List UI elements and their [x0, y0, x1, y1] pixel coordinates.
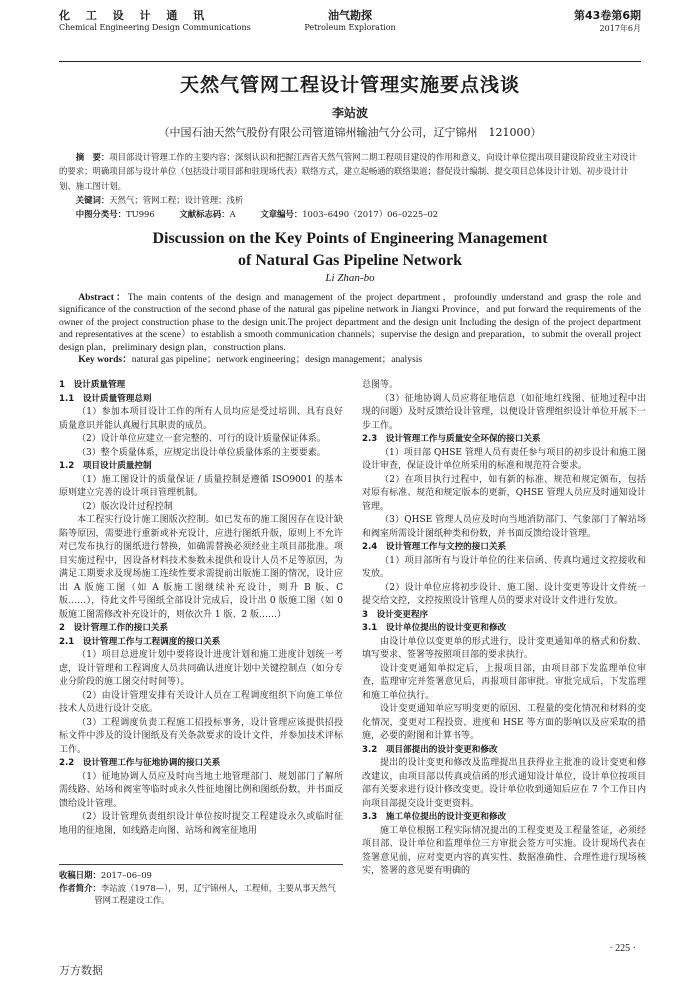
paragraph: （1）项目部所有与设计单位的往来信函、传真均通过文控接收和发放。 [362, 555, 646, 579]
doc-code-value: A [229, 209, 236, 219]
journal-name-en: Chemical Engineering Design Communications [59, 23, 251, 32]
section-name-en: Petroleum Exploration [304, 23, 396, 32]
doc-code-label: 文献标志码： [179, 209, 230, 219]
page-number: · 225 · [609, 943, 636, 954]
running-header [59, 7, 641, 62]
abstract-en [59, 292, 641, 366]
paragraph: 施工单位根据工程实际情况提出的工程变更及工程量签证，必须经项目部、设计单位和监理单位三方审批会签方可实施。设计现场代表在签署意见前，应对变更内容的真实性、数据准确性、合理性进行现场核实，签署的意见要有明确的 [362, 825, 646, 876]
article-no-value: 1003–6490（2017）06–0225–02 [302, 209, 439, 219]
issue-date: 2017年6月 [599, 24, 641, 33]
keywords-text: 天然气；管网工程；设计管理；浅析 [109, 195, 244, 205]
author-name: 李站波 [331, 106, 368, 120]
paragraph: （1）项目部 QHSE 管理人员有责任参与项目的初步设计和施工图设计审查，保证设计单位所采用的标准和规范符合要求。 [362, 447, 646, 471]
received-label: 收稿日期： [59, 870, 101, 880]
section-heading: 3.1 设计单位提出的设计变更和修改 [362, 623, 507, 633]
author-name-en: Li Zhan-bo [325, 272, 375, 284]
clc-value: TU996 [126, 209, 155, 219]
paragraph: （2）由设计管理安排有关设计人员在工程调度组织下向施工单位技术人员进行设计交底。 [59, 690, 343, 714]
section-heading: 1 设计质量管理 [59, 380, 126, 390]
title-en-line-1: Discussion on the Key Points of Engineering Management [152, 230, 548, 247]
section-name-cn: 油气勘探 [328, 9, 372, 22]
paragraph: 总图等。 [362, 380, 399, 390]
paragraph: （1）参加本项目设计工作的所有人员均应是受过培训、具有良好质量意识并能认真履行其职责的成员。 [59, 407, 343, 431]
volume-issue: 第43卷第6期 [574, 9, 641, 22]
abstract-en-label: Abstract： [78, 292, 128, 303]
keywords-en-text: natural gas pipeline；network engineering；design management；analysis [131, 354, 423, 366]
paragraph: （2）设计单位应将初步设计、施工图、设计变更等设计文件统一提交给文控，文控按照设计管理人员的要求对设计文件进行发放。 [362, 582, 646, 606]
body-column-left [59, 379, 343, 838]
classification-line [59, 207, 641, 221]
section-heading: 2.4 设计管理工作与文控的接口关系 [362, 542, 507, 552]
section-heading: 3.2 项目部提出的设计变更和修改 [362, 744, 498, 755]
section-heading: 2 设计管理工作的接口关系 [59, 623, 169, 633]
section-heading: 1.2 项目设计质量控制 [59, 461, 152, 471]
abstract-cn [59, 150, 641, 193]
paragraph: 由设计单位以变更单的形式进行，设计变更通知单的格式和份数、填写要求、签署等按照项目部的要求执行。 [362, 636, 646, 660]
paragraph: 设计变更通知单应写明变更的原因、工程量的变化情况和材料的变化情况，变更对工程投资、进度和 HSE 等方面的影响以及应采取的措施，必要的附图和计算书等。 [362, 704, 646, 741]
paragraph: 提出的设计变更和修改及监理提出且获得业主批准的设计变更和修改建议，由项目部以传真或信函的形式通知设计单位，设计单位按项目部有关要求进行设计修改变更。设计单位收到通知后应在 7 个工作日内向项目部提交设计变更资料。 [362, 758, 646, 809]
keywords-cn [59, 193, 641, 207]
section-heading: 2.3 设计管理工作与质量安全环保的接口关系 [362, 434, 541, 444]
paper-title: 天然气管网工程设计管理实施要点浅谈 [179, 74, 520, 96]
paragraph: （2）设计单位应建立一套完整的、可行的设计质量保证体系。 [77, 434, 326, 444]
clc-label: 中图分类号： [75, 209, 127, 219]
section-heading: 1.1 设计质量管理总则 [59, 393, 152, 404]
paragraph: 本工程实行设计施工图版次控制。如已发布的施工图因存在设计缺陷等原因，需要进行重新或补充设计，应进行图纸升版，原则上不允许对已发布执行的图纸进行替换，如确需替换必须经业主项目部批准。项目实施过程中，因设备材料技术参数未提供和设计人员不足等原因，为满足工期要求及现场施工连续性要求需提前出版施工图的情况，设计应出 A 版施工图（如 A 版施工图继续补充设计，则升 B 版、C 版……），待此文件号图纸全部设计完成后，设计出 0 版施工图（如 0 版施工图需修改补充设计的，则依次升 1 版、2 版……） [59, 515, 343, 620]
paragraph: （2）版次设计过程控制 [77, 501, 173, 512]
abstract-text: 项目部设计管理工作的主要内容；深刻认识和把握江西省天然气管网二期工程项目建设的作用和意义，向设计单位提出项目建设阶段业主对设计的要求；明确项目部与设计单位（包括设计项目部和驻现场代表）联络方式，建立起畅通的联络渠道；督促设计编制、提交项目总体设计计划、初步设计计划、施工图计划。 [59, 152, 637, 191]
paragraph: （2）在项目执行过程中，如有新的标准、规范和规定颁布，包括对原有标准、规范和规定版本的更新，QHSE 管理人员应及时通知设计管理。 [362, 474, 646, 512]
section-heading: 2.2 设计管理工作与征地协调的接口关系 [59, 758, 221, 768]
title-en-line-2: of Natural Gas Pipeline Network [238, 252, 462, 269]
journal-name-cn: 化 工 设 计 通 讯 [59, 9, 211, 22]
paragraph: （3）QHSE 管理人员应及时向当地消防部门、气象部门了解站场和阀室所需设计图纸种类和份数，并书面反馈给设计管理。 [362, 515, 646, 539]
keywords-en-label: Key words： [78, 354, 132, 366]
received-date: 2017–06–09 [100, 870, 152, 880]
paragraph: （1）施工图设计的质量保证 / 质量控制是遵循 ISO9001 的基本原则建立完善的设计项目管理机制。 [59, 474, 343, 498]
paragraph: （3）整个质量体系，应规定出设计单位质量体系的主要要素。 [77, 447, 326, 458]
paragraph: （3）征地协调人员应将征地信息（如征地红线图、征地过程中出现的问题）及时反馈给设计管理，以便设计管理组织设计单位开展下一步工作。 [362, 393, 646, 431]
paper-title-en [0, 228, 700, 272]
section-heading: 3 设计变更程序 [362, 609, 429, 620]
article-no-label: 文章编号： [260, 209, 303, 219]
paragraph: （1）项目总进度计划中要将设计进度计划和施工进度计划统一考虑，设计管理和工程调度人员共同确认进度计划中关键控制点（如分专业分阶段的施工图交付时间等）。 [59, 650, 343, 687]
bio-label: 作者简介： [59, 882, 101, 893]
paragraph: 设计变更通知单拟定后，上报项目部，由项目部下发监理单位审查，监理审完并签署意见后，再报项目部审批。审批完成后，下发监理和施工单位执行。 [362, 663, 646, 701]
section-heading: 3.3 施工单位提出的设计变更和修改 [362, 812, 507, 822]
body-column-right [362, 379, 646, 879]
keywords-label: 关键词： [75, 195, 110, 205]
paragraph: （1）征地协调人员应及时向当地土地管理部门、规划部门了解所需线路、站场和阀室等临时或永久性征地图比例和图纸份数，并书面反馈给设计管理。 [59, 771, 343, 809]
abstract-label: 摘 要： [75, 152, 110, 162]
footnote [59, 864, 343, 907]
paragraph: （3）工程调度负责工程施工招投标事务，设计管理应该提供招投标文件中涉及的设计图纸及有关条款要求的设计文件，并参加技术评标工作。 [59, 717, 343, 755]
section-heading: 2.1 设计管理工作与工程调度的接口关系 [59, 636, 221, 647]
affiliation: （中国石油天然气股份有限公司管道锦州输油气分公司，辽宁锦州 121000） [158, 126, 542, 139]
author-bio: 李站波（1978—），男，辽宁锦州人，工程师，主要从事天然气管网工程建设工作。 [94, 882, 336, 905]
watermark: 万方数据 [59, 964, 103, 977]
paragraph: （2）设计管理负责组织设计单位按时提交工程建设永久或临时征地用的征地图，如线路走向图、站场和阀室征地用 [59, 812, 343, 836]
abstract-en-text: The main contents of the design and management of the project department，profoundly understand and grasp the role and significance of the construction of the second phase of the natural gas pipeline network in Jiangxi Province，and put forward the requirements of the owner of the project construction phase to the design unit.The project department and the design unit Including the design of the project department and representatives at the scene）to establish a smooth communication channels；supervise the design and preparation，to submit the overall project design plan，preliminary design plan，construction plans. [59, 292, 641, 353]
